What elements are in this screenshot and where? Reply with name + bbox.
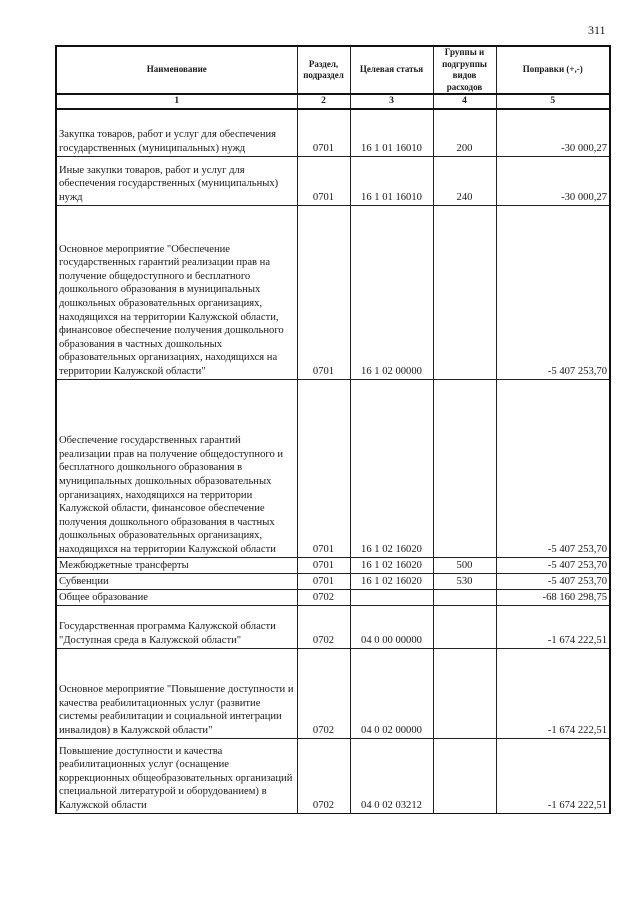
column-number: 1 bbox=[56, 94, 297, 109]
row-name: Общее образование bbox=[56, 589, 297, 605]
row-group: 200 bbox=[433, 109, 496, 156]
row-section: 0701 bbox=[297, 557, 350, 573]
row-amount: -1 674 222,51 bbox=[496, 605, 610, 648]
row-target: 16 1 02 00000 bbox=[350, 205, 433, 379]
row-name: Закупка товаров, работ и услуг для обеспечения государственных (муниципальных) нужд bbox=[56, 109, 297, 156]
header-amendments: Поправки (+,-) bbox=[496, 46, 610, 94]
column-number: 3 bbox=[350, 94, 433, 109]
row-name: Иные закупки товаров, работ и услуг для обеспечения государственных (муниципальных) нужд bbox=[56, 156, 297, 205]
row-name: Обеспечение государственных гарантий реализации прав на получение общедоступного и бесплатного дошкольного образования в муниципальных дошкольных образовательных организациях, находящихся на территории Калужской области, финансовое обеспечение получения дошкольного образования в частных дошкольных образовательных организациях, находящихся на территории Калужской области bbox=[56, 379, 297, 557]
row-name: Государственная программа Калужской области "Доступная среда в Калужской области" bbox=[56, 605, 297, 648]
row-section: 0701 bbox=[297, 109, 350, 156]
page-number: 311 bbox=[588, 23, 606, 37]
row-group: 240 bbox=[433, 156, 496, 205]
row-target bbox=[350, 589, 433, 605]
table-row bbox=[56, 379, 610, 557]
header-target-article: Целевая статья bbox=[350, 46, 433, 94]
row-amount: -30 000,27 bbox=[496, 156, 610, 205]
row-group bbox=[433, 205, 496, 379]
row-name: Межбюджетные трансферты bbox=[56, 557, 297, 573]
row-target: 04 0 02 03212 bbox=[350, 738, 433, 813]
table-row bbox=[56, 557, 610, 573]
table-row bbox=[56, 605, 610, 648]
table-row bbox=[56, 156, 610, 205]
row-section: 0702 bbox=[297, 738, 350, 813]
row-section: 0702 bbox=[297, 648, 350, 738]
row-section: 0701 bbox=[297, 379, 350, 557]
row-section: 0701 bbox=[297, 156, 350, 205]
row-amount: -1 674 222,51 bbox=[496, 738, 610, 813]
table-row bbox=[56, 648, 610, 738]
column-number: 5 bbox=[496, 94, 610, 109]
row-amount: -30 000,27 bbox=[496, 109, 610, 156]
column-number: 2 bbox=[297, 94, 350, 109]
row-amount: -1 674 222,51 bbox=[496, 648, 610, 738]
row-amount: -68 160 298,75 bbox=[496, 589, 610, 605]
header-expense-groups: Группы и подгруппы видов расходов bbox=[433, 46, 496, 94]
row-name: Субвенции bbox=[56, 573, 297, 589]
table-row bbox=[56, 589, 610, 605]
row-group: 530 bbox=[433, 573, 496, 589]
row-target: 16 1 02 16020 bbox=[350, 379, 433, 557]
row-section: 0701 bbox=[297, 205, 350, 379]
row-group bbox=[433, 648, 496, 738]
table-row bbox=[56, 205, 610, 379]
row-group bbox=[433, 738, 496, 813]
table-row bbox=[56, 109, 610, 156]
row-target: 04 0 02 00000 bbox=[350, 648, 433, 738]
row-amount: -5 407 253,70 bbox=[496, 557, 610, 573]
row-amount: -5 407 253,70 bbox=[496, 379, 610, 557]
row-target: 16 1 02 16020 bbox=[350, 557, 433, 573]
column-number-row bbox=[56, 94, 610, 109]
table-row bbox=[56, 573, 610, 589]
row-amount: -5 407 253,70 bbox=[496, 573, 610, 589]
row-name: Повышение доступности и качества реабилитационных услуг (оснащение коррекционных общеобразовательных организаций специальной литературой и оборудованием) в Калужской области bbox=[56, 738, 297, 813]
row-target: 16 1 01 16010 bbox=[350, 109, 433, 156]
row-target: 16 1 02 16020 bbox=[350, 573, 433, 589]
row-group bbox=[433, 605, 496, 648]
row-group: 500 bbox=[433, 557, 496, 573]
row-target: 04 0 00 00000 bbox=[350, 605, 433, 648]
row-section: 0702 bbox=[297, 589, 350, 605]
row-name: Основное мероприятие "Обеспечение государственных гарантий реализации прав на получение общедоступного и бесплатного дошкольного образования в муниципальных дошкольных образовательных организациях, находящихся на территории Калужской области, финансовое обеспечение получения дошкольного образования в частных дошкольных образовательных организациях, находящихся на территории Калужской области" bbox=[56, 205, 297, 379]
column-number: 4 bbox=[433, 94, 496, 109]
header-row bbox=[56, 46, 610, 94]
table-row bbox=[56, 738, 610, 813]
row-group bbox=[433, 589, 496, 605]
header-section: Раздел, подраздел bbox=[297, 46, 350, 94]
header-name: Наименование bbox=[56, 46, 297, 94]
row-group bbox=[433, 379, 496, 557]
row-name: Основное мероприятие "Повышение доступности и качества реабилитационных услуг (развитие системы реабилитации и социальной интеграции инвалидов) в Калужской области" bbox=[56, 648, 297, 738]
budget-amendments-table bbox=[55, 45, 611, 814]
row-section: 0701 bbox=[297, 573, 350, 589]
row-target: 16 1 01 16010 bbox=[350, 156, 433, 205]
row-section: 0702 bbox=[297, 605, 350, 648]
row-amount: -5 407 253,70 bbox=[496, 205, 610, 379]
